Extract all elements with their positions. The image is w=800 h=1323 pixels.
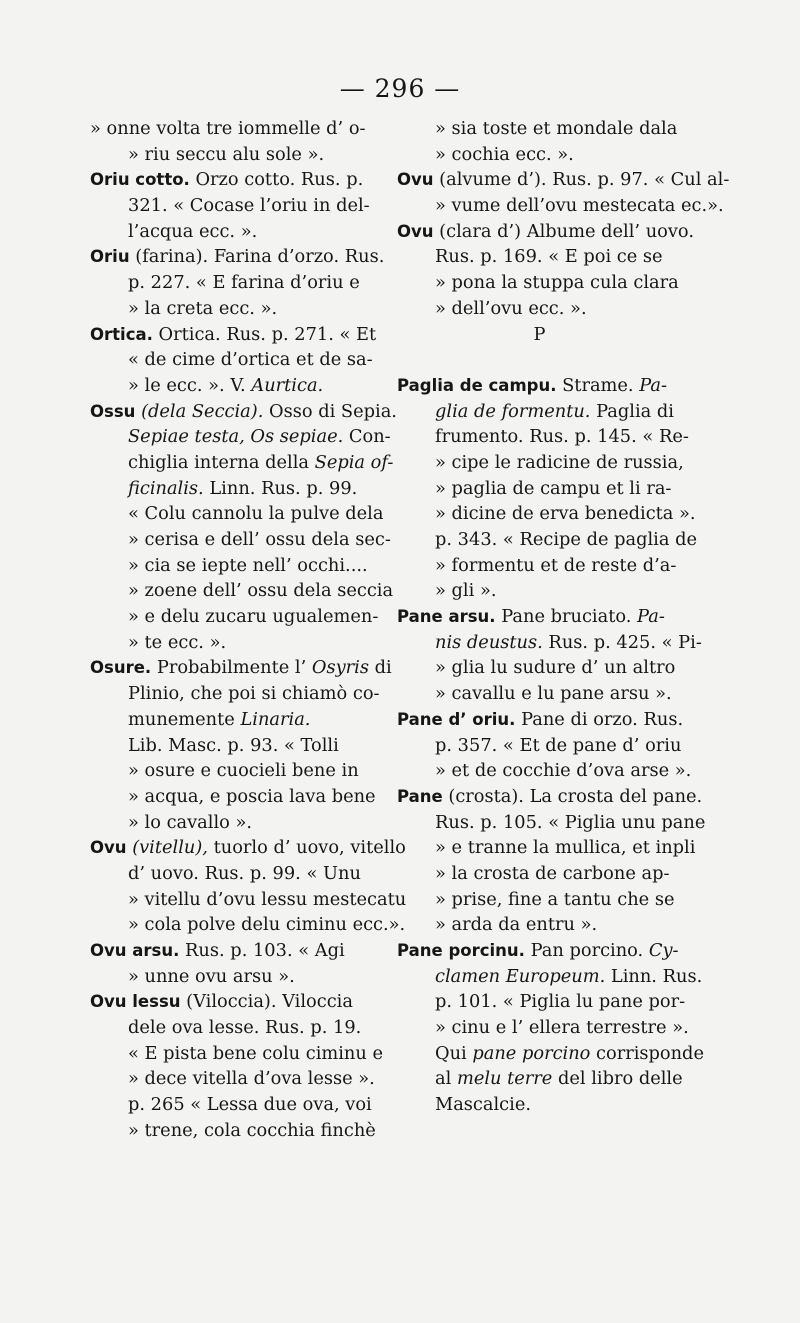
text-line [397, 835, 696, 861]
left-column [90, 116, 407, 1144]
headword: Ovu lessu [90, 992, 181, 1012]
text-segment: » cinu e l’ ellera terrestre ». [435, 1017, 689, 1039]
text-line [397, 450, 682, 476]
text-segment: frumento. Rus. p. 145. « Re- [435, 426, 689, 448]
text-line [397, 1015, 689, 1041]
text-line [90, 912, 406, 938]
text-line [90, 373, 376, 399]
text-line [90, 270, 376, 296]
text-line [90, 399, 397, 425]
headword: Ovu [397, 221, 434, 241]
text-line [397, 604, 682, 630]
text-line [90, 861, 376, 887]
text-segment: Lib. Masc. p. 93. « Tolli [128, 734, 339, 756]
text-segment: Plinio, che poi si chiamò co- [128, 683, 380, 705]
text-line [90, 630, 376, 656]
text-segment: Osso di Sepia. [263, 400, 397, 422]
text-segment: Mascalcie. [435, 1094, 531, 1116]
text-segment: » trene, cola cocchia finchè [128, 1119, 376, 1141]
text-line [90, 784, 376, 810]
text-segment: » prise, fine a tantu che se [435, 888, 675, 910]
text-segment: Probabilmente l’ [151, 657, 312, 679]
headword: Paglia de campu. [397, 375, 557, 395]
italic-term: pane porcino [472, 1042, 591, 1064]
text-line [90, 193, 376, 219]
italic-term: Linaria. [240, 708, 311, 730]
text-line [90, 1092, 376, 1118]
text-segment: di [368, 657, 392, 679]
text-line [397, 784, 703, 810]
text-segment: » te ecc. ». [128, 631, 227, 653]
italic-term: (dela Seccia). [141, 400, 264, 422]
text-line [397, 244, 682, 270]
text-line [90, 476, 376, 502]
text-line [397, 989, 686, 1015]
text-segment: » e delu zucaru ugualemen- [128, 606, 379, 628]
text-line [397, 142, 682, 168]
text-segment: » arda da entru ». [435, 914, 598, 936]
text-line [397, 193, 724, 219]
text-segment: » cavallu e lu pane arsu ». [435, 683, 672, 705]
text-segment: (clara d’) Albume dell’ uovo. [433, 220, 694, 242]
text-line [90, 219, 376, 245]
text-segment: dele ova lesse. Rus. p. 19. [128, 1017, 362, 1039]
text-segment: Linn. Rus. [605, 965, 703, 987]
text-segment: Linn. Rus. p. 99. [203, 477, 358, 499]
text-line [397, 322, 682, 348]
text-segment: » acqua, e poscia lava bene [128, 785, 376, 807]
text-line [397, 655, 682, 681]
text-segment: Orzo cotto. Rus. p. [189, 169, 364, 191]
text-line [397, 270, 682, 296]
text-line [397, 527, 698, 553]
text-segment: Rus. p. 105. « Piglia unu pane [435, 811, 706, 833]
text-segment: » dell’ovu ecc. ». [435, 297, 587, 319]
text-line [90, 681, 380, 707]
text-segment: » e tranne la mullica, et inpli [435, 837, 696, 859]
text-line [397, 1092, 682, 1118]
italic-term: Pa- [639, 374, 668, 396]
text-segment: p. 357. « Et de pane d’ oriu [435, 734, 682, 756]
text-segment: corrisponde [590, 1042, 704, 1064]
text-segment: p. 101. « Piglia lu pane por- [435, 991, 686, 1013]
italic-term: Sepia of- [314, 451, 394, 473]
text-line [397, 167, 730, 193]
text-segment: Pan porcino. [524, 940, 649, 961]
text-line [397, 553, 682, 579]
text-line [90, 424, 391, 450]
text-line [397, 116, 682, 142]
text-segment: » cola polve delu ciminu ecc.». [128, 914, 406, 936]
text-segment: » riu seccu alu sole ». [128, 143, 325, 165]
text-segment: p. 227. « E farina d’oriu e [128, 272, 360, 294]
text-line [90, 553, 376, 579]
italic-term: Pa- [637, 606, 665, 628]
text-line [397, 912, 682, 938]
text-line [397, 681, 682, 707]
italic-term: Sepiae testa, Os sepiae. [128, 426, 344, 448]
text-line [397, 501, 696, 527]
text-line [90, 244, 385, 270]
text-line [90, 116, 376, 142]
text-line [90, 989, 376, 1015]
text-segment: » cia se iepte nell’ occhi.... [128, 554, 368, 576]
italic-term: glia de formentu. [435, 400, 591, 422]
text-line [397, 964, 703, 990]
text-line [90, 707, 376, 733]
italic-term: (vitellu), [132, 837, 208, 859]
text-segment: Strame. [556, 374, 640, 396]
headword: Oriu cotto. [90, 170, 190, 190]
text-segment: « E pista bene colu ciminu e [128, 1042, 384, 1064]
text-segment: » sia toste et mondale dala [435, 118, 678, 139]
italic-term: Aurtica. [251, 374, 324, 396]
text-segment: » et de cocchie d’ova arse ». [435, 760, 692, 782]
text-line [90, 810, 376, 836]
italic-term: clamen Europeum. [435, 965, 606, 987]
text-line [397, 476, 682, 502]
text-segment: » gli ». [435, 580, 497, 602]
text-line [397, 733, 682, 759]
text-segment: munemente [128, 708, 241, 730]
text-segment: Pane di orzo. Rus. [515, 708, 684, 730]
text-segment: Rus. p. 169. « E poi ce se [435, 246, 663, 268]
text-line [397, 578, 682, 604]
text-line [90, 142, 376, 168]
text-segment: » le ecc. ». V. [128, 374, 252, 396]
text-segment: (alvume d’). Rus. p. 97. « Cul al- [433, 169, 730, 191]
text-line [90, 322, 376, 348]
headword: Ortica. [90, 324, 153, 344]
text-segment: Paglia di [590, 400, 674, 422]
text-segment: » formentu et de reste d’a- [435, 554, 677, 576]
text-segment: (Viloccia). Viloccia [180, 991, 353, 1013]
text-line [90, 655, 392, 681]
text-line [397, 938, 682, 964]
text-line [397, 630, 702, 656]
text-line [90, 964, 376, 990]
text-segment: » onne volta tre iommelle d’ o- [90, 118, 366, 139]
headword: Ossu [90, 401, 136, 421]
text-segment: » dece vitella d’ova lesse ». [128, 1068, 375, 1090]
text-segment: » glia lu sudure d’ un altro [435, 657, 676, 679]
text-line [90, 167, 376, 193]
text-segment: P [533, 323, 546, 345]
text-line [397, 373, 682, 399]
headword: Ovu [90, 838, 127, 858]
headword: Oriu [90, 247, 130, 267]
text-segment: Rus. p. 103. « Agi [179, 940, 345, 961]
headword: Osure. [90, 658, 152, 678]
text-segment: p. 343. « Recipe de paglia de [435, 529, 698, 550]
text-line [90, 835, 406, 861]
text-segment: Rus. p. 425. « Pi- [542, 631, 702, 653]
text-line [90, 1118, 376, 1144]
text-line [397, 347, 682, 373]
text-line [90, 527, 391, 553]
text-line [90, 1066, 376, 1092]
text-line [90, 1041, 384, 1067]
text-segment: l’acqua ecc. ». [128, 220, 258, 242]
text-segment: » vume dell’ovu mestecata ec.». [435, 195, 724, 217]
text-line [90, 347, 376, 373]
italic-term: nis deustus. [435, 631, 543, 653]
text-line [397, 707, 682, 733]
text-segment: » unne ovu arsu ». [128, 965, 295, 987]
headword: Pane porcinu. [397, 941, 525, 960]
text-segment: chiglia interna della [128, 451, 315, 473]
text-line [397, 861, 682, 887]
text-line [397, 758, 692, 784]
text-line [397, 424, 689, 450]
italic-term: ficinalis. [128, 477, 204, 499]
right-column [397, 116, 730, 1118]
text-line [397, 1066, 682, 1092]
text-segment: » lo cavallo ». [128, 811, 253, 833]
text-segment: p. 265 « Lessa due ova, voi [128, 1094, 372, 1116]
italic-term: melu terre [456, 1068, 553, 1090]
text-line [90, 1015, 376, 1041]
text-segment: « de cime d’ortica et de sa- [128, 349, 373, 371]
text-segment: Qui [435, 1042, 473, 1064]
text-line [90, 733, 376, 759]
text-segment: » la crosta de carbone ap- [435, 862, 670, 884]
text-line [90, 938, 376, 964]
text-line [90, 578, 394, 604]
text-segment: » cerisa e dell’ ossu dela sec- [128, 529, 391, 550]
text-segment: » paglia de campu et li ra- [435, 477, 672, 499]
text-line [90, 450, 394, 476]
text-segment: » cipe le radicine de russia, [435, 451, 684, 473]
text-line [397, 296, 682, 322]
text-line [90, 501, 384, 527]
text-segment: » vitellu d’ovu lessu mestecatu [128, 888, 407, 910]
text-segment: » la creta ecc. ». [128, 297, 278, 319]
text-line [90, 296, 376, 322]
text-line [90, 887, 407, 913]
text-segment: tuorlo d’ uovo, vitello [207, 837, 406, 859]
text-segment: (crosta). La crosta del pane. [442, 785, 703, 807]
text-segment: Con- [343, 426, 391, 448]
headword: Ovu arsu. [90, 941, 180, 960]
headword: Pane [397, 786, 443, 806]
text-line [397, 887, 682, 913]
text-line [397, 219, 694, 245]
text-segment: « Colu cannolu la pulve dela [128, 503, 384, 525]
text-segment: » pona la stuppa cula clara [435, 272, 679, 294]
text-line [90, 758, 376, 784]
text-segment: 321. « Cocase l’oriu in del- [128, 195, 370, 217]
italic-term: Osyris [311, 657, 369, 679]
headword: Pane d’ oriu. [397, 709, 516, 729]
text-line [90, 604, 379, 630]
text-segment: Ortica. Rus. p. 271. « Et [152, 323, 377, 345]
text-segment: » dicine de erva benedicta ». [435, 503, 696, 525]
text-line [397, 399, 682, 425]
headword: Ovu [397, 170, 434, 190]
text-segment: (farina). Farina d’orzo. Rus. [129, 246, 385, 268]
text-segment: al [435, 1068, 457, 1090]
text-segment: del libro delle [552, 1068, 683, 1090]
italic-term: Cy- [648, 940, 679, 961]
text-segment: » zoene dell’ ossu dela seccia [128, 580, 394, 602]
text-segment: Pane bruciato. [495, 606, 638, 628]
headword: Pane arsu. [397, 607, 496, 627]
text-segment: d’ uovo. Rus. p. 99. « Unu [128, 862, 361, 884]
text-segment: » osure e cuocieli bene in [128, 760, 359, 782]
page-number: — 296 — [339, 74, 461, 103]
text-line [397, 810, 706, 836]
text-segment: » cochia ecc. ». [435, 143, 574, 165]
text-line [397, 1041, 704, 1067]
